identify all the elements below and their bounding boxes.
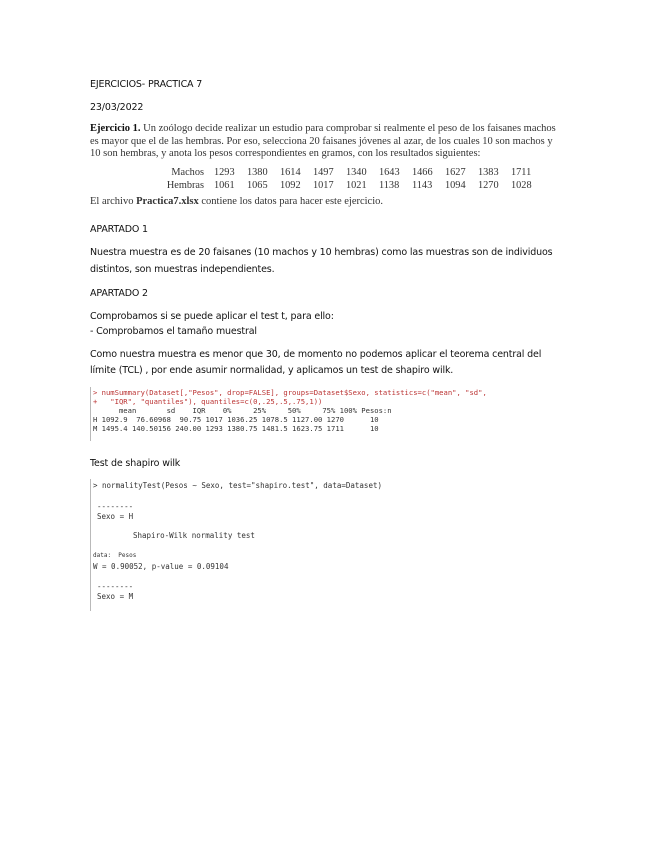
table-cell: 1466 xyxy=(412,167,433,178)
note-file: Practica7.xlsx xyxy=(136,196,199,207)
table-cell: 1643 xyxy=(379,167,400,178)
table-cell: 1711 xyxy=(511,167,532,178)
table-cell: 1028 xyxy=(511,180,532,191)
r-output-row: H 1092.9 76.60968 90.75 1017 1036.25 1078.5 1127.00 1270 10 xyxy=(93,415,379,424)
r-shapiro-output xyxy=(90,479,451,611)
document-title: EJERCICIOS- PRACTICA 7 xyxy=(90,79,203,90)
table-cell: 1092 xyxy=(280,180,301,191)
table-cell: 1021 xyxy=(346,180,367,191)
table-cell: 1017 xyxy=(313,180,334,191)
r-group-label: Sexo = M xyxy=(97,592,134,601)
r-command: > numSummary(Dataset[,"Pesos", drop=FALSE], groups=Dataset$Sexo, statistics=c("mean", "sd", xyxy=(93,388,487,397)
r-output-header: mean sd IQR 0% 25% 50% 75% 100% Pesos:n xyxy=(93,406,392,415)
exercise-note xyxy=(90,196,383,207)
table-cell: 1340 xyxy=(346,167,367,178)
document-date: 23/03/2022 xyxy=(90,102,144,113)
table-cell: 1138 xyxy=(379,180,400,191)
table-cell: 1270 xyxy=(478,180,499,191)
section2-heading: APARTADO 2 xyxy=(90,288,148,299)
r-data-line: data: Pesos xyxy=(93,552,137,559)
table-cell: 1094 xyxy=(445,180,466,191)
exercise-label: Ejercicio 1. xyxy=(90,123,141,134)
r-test-title: Shapiro-Wilk normality test xyxy=(133,531,255,540)
note-prefix: El archivo xyxy=(90,196,137,207)
r-command: > normalityTest(Pesos ~ Sexo, test="shapiro.test", data=Dataset) xyxy=(93,481,382,490)
table-cell: 1614 xyxy=(280,167,301,178)
r-separator: -------- xyxy=(97,582,134,591)
section1-line: Nuestra muestra es de 20 faisanes (10 machos y 10 hembras) como las muestras son de individuos xyxy=(90,247,553,258)
section1-heading: APARTADO 1 xyxy=(90,224,148,235)
shapiro-heading: Test de shapiro wilk xyxy=(90,458,181,469)
r-summary-output xyxy=(90,387,511,441)
section2-line: límite (TCL) , por ende asumir normalidad, y aplicamos un test de shapiro wilk. xyxy=(90,365,454,376)
table-cell: 1293 xyxy=(214,167,235,178)
exercise-text: Un zoólogo decide realizar un estudio para comprobar si realmente el peso de los faisanes machos es mayor que el de las hembras. Por eso, selecciona 20 faisanes jóvenes al azar, de los cuales 10 son machos y 10 son hembras, y anota los pesos correspondientes en gramos, con los resultados siguientes: xyxy=(90,123,556,159)
table-row-hembras xyxy=(148,179,544,192)
table-cell: 1627 xyxy=(445,167,466,178)
table-cell: 1061 xyxy=(214,180,235,191)
table-cell: 1380 xyxy=(247,167,268,178)
table-cell: 1497 xyxy=(313,167,334,178)
r-output-row: M 1495.4 140.50156 240.00 1293 1380.75 1481.5 1623.75 1711 10 xyxy=(93,424,379,433)
table-row-machos xyxy=(148,166,544,179)
exercise-statement xyxy=(90,123,560,161)
note-suffix: contiene los datos para hacer este ejercicio. xyxy=(198,196,384,207)
table-cell: 1065 xyxy=(247,180,268,191)
table-cell: 1383 xyxy=(478,167,499,178)
r-group-label: Sexo = H xyxy=(97,512,134,521)
row-label: Machos xyxy=(171,167,204,178)
section1-line: distintos, son muestras independientes. xyxy=(90,264,275,275)
section2-line: Como nuestra muestra es menor que 30, de momento no podemos aplicar el teorema central del xyxy=(90,349,542,360)
row-label: Hembras xyxy=(166,180,204,191)
r-separator: -------- xyxy=(97,502,134,511)
section2-line: Comprobamos si se puede aplicar el test t, para ello: xyxy=(90,311,334,322)
r-test-result: W = 0.90052, p-value = 0.09104 xyxy=(93,562,229,571)
weights-table xyxy=(148,166,544,192)
section2-line: - Comprobamos el tamaño muestral xyxy=(90,326,257,337)
r-command: + "IQR", "quantiles"), quantiles=c(0,.25,.5,.75,1)) xyxy=(93,397,323,406)
table-cell: 1143 xyxy=(412,180,433,191)
